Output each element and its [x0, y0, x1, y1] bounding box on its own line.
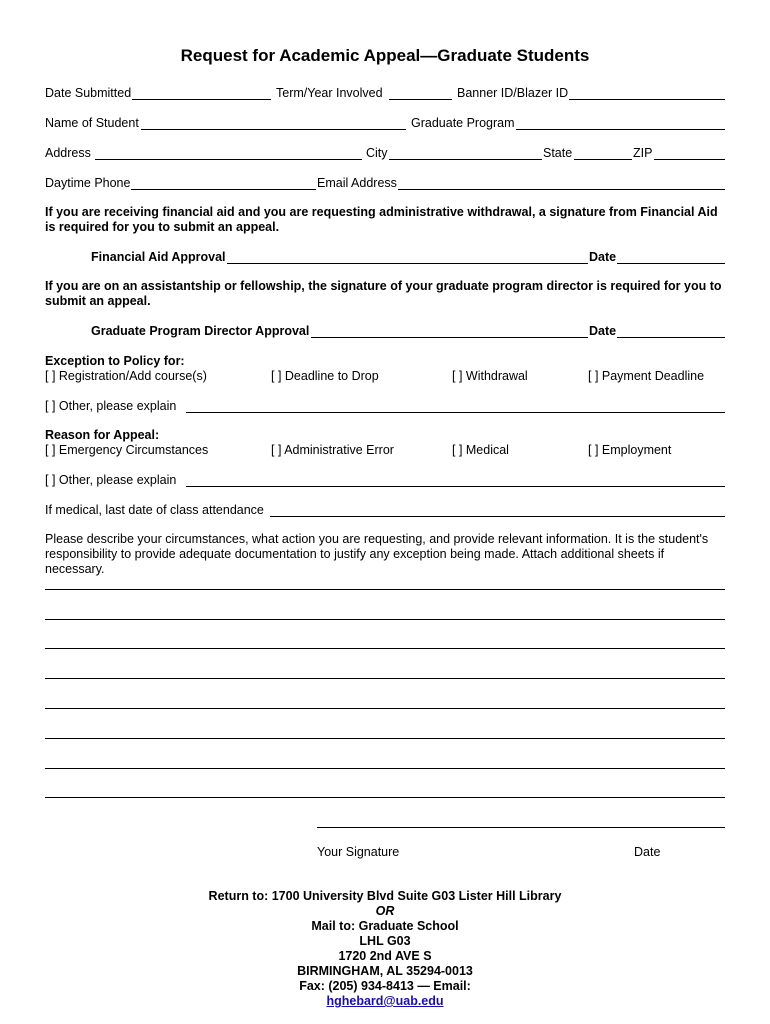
graduate-program-label: Graduate Program: [411, 116, 515, 130]
signature-field[interactable]: [317, 827, 725, 828]
reason-option-emergency[interactable]: [ ] Emergency Circumstances: [45, 443, 209, 457]
zip-field[interactable]: [654, 159, 725, 160]
director-approval-label: Graduate Program Director Approval: [91, 324, 310, 338]
reason-option-employment[interactable]: [ ] Employment: [588, 443, 672, 457]
banner-id-label: Banner ID/Blazer ID: [457, 86, 569, 100]
medical-last-date-label: If medical, last date of class attendance: [45, 503, 264, 517]
exception-heading: Exception to Policy for:: [45, 354, 185, 368]
financial-aid-approval-label: Financial Aid Approval: [91, 250, 226, 264]
reason-option-administrative[interactable]: [ ] Administrative Error: [271, 443, 394, 457]
your-signature-label: Your Signature: [317, 845, 400, 859]
financial-aid-date-label: Date: [589, 250, 617, 264]
return-to-line: Return to: 1700 University Blvd Suite G03 Lister Hill Library: [208, 889, 562, 903]
building-line: LHL G03: [359, 934, 411, 948]
assistantship-notice: If you are on an assistantship or fellowship, the signature of your graduate program director is required for you to submit an appeal.: [45, 279, 722, 308]
description-line[interactable]: [45, 768, 725, 769]
describe-instructions: Please describe your circumstances, what action you are requesting, and provide relevant information. It is the student's responsibility to provide adequate documentation to justify any exception being made. Attach additional sheets if necessary.: [45, 532, 709, 576]
description-line[interactable]: [45, 678, 725, 679]
banner-id-field[interactable]: [569, 99, 725, 100]
exception-option-registration[interactable]: [ ] Registration/Add course(s): [45, 369, 207, 383]
description-line[interactable]: [45, 619, 725, 620]
zip-label: ZIP: [633, 146, 653, 160]
address-label: Address: [45, 146, 91, 160]
fax-email-line: Fax: (205) 934-8413 — Email:: [299, 979, 471, 993]
financial-aid-signature-field[interactable]: [227, 263, 588, 264]
graduate-program-field[interactable]: [516, 129, 725, 130]
director-signature-field[interactable]: [311, 337, 588, 338]
reason-other-field[interactable]: [186, 486, 725, 487]
description-line[interactable]: [45, 708, 725, 709]
reason-heading: Reason for Appeal:: [45, 428, 160, 442]
email-label: Email Address: [317, 176, 397, 190]
term-year-field[interactable]: [389, 99, 452, 100]
city-label: City: [366, 146, 388, 160]
email-field[interactable]: [398, 189, 725, 190]
exception-option-deadline-drop[interactable]: [ ] Deadline to Drop: [271, 369, 379, 383]
or-line: OR: [375, 904, 395, 918]
financial-aid-notice: If you are receiving financial aid and you are requesting administrative withdrawal, a signature from Financial Aid is required for you to submit an appeal.: [45, 205, 718, 234]
exception-option-payment-deadline[interactable]: [ ] Payment Deadline: [588, 369, 705, 383]
city-field[interactable]: [389, 159, 542, 160]
street-line: 1720 2nd AVE S: [338, 949, 432, 963]
description-line[interactable]: [45, 648, 725, 649]
director-date-field[interactable]: [617, 337, 725, 338]
state-field[interactable]: [574, 159, 632, 160]
date-submitted-field[interactable]: [132, 99, 271, 100]
signature-date-label: Date: [634, 845, 661, 859]
exception-other-label[interactable]: [ ] Other, please explain: [45, 399, 177, 413]
description-line[interactable]: [45, 589, 725, 590]
mail-to-line: Mail to: Graduate School: [311, 919, 459, 933]
daytime-phone-field[interactable]: [131, 189, 316, 190]
reason-option-medical[interactable]: [ ] Medical: [452, 443, 509, 457]
city-state-line: BIRMINGHAM, AL 35294-0013: [297, 964, 473, 978]
email-link[interactable]: hghebard@uab.edu: [326, 994, 444, 1008]
state-label: State: [543, 146, 573, 160]
description-line[interactable]: [45, 797, 725, 798]
term-year-label: Term/Year Involved: [276, 86, 383, 100]
medical-last-date-field[interactable]: [270, 516, 725, 517]
reason-other-label[interactable]: [ ] Other, please explain: [45, 473, 177, 487]
director-date-label: Date: [589, 324, 617, 338]
description-line[interactable]: [45, 738, 725, 739]
student-name-field[interactable]: [141, 129, 406, 130]
financial-aid-date-field[interactable]: [617, 263, 725, 264]
exception-option-withdrawal[interactable]: [ ] Withdrawal: [452, 369, 528, 383]
date-submitted-label: Date Submitted: [45, 86, 132, 100]
exception-other-field[interactable]: [186, 412, 725, 413]
form-title: Request for Academic Appeal—Graduate Students: [180, 46, 590, 65]
address-field[interactable]: [95, 159, 362, 160]
daytime-phone-label: Daytime Phone: [45, 176, 131, 190]
student-name-label: Name of Student: [45, 116, 139, 130]
